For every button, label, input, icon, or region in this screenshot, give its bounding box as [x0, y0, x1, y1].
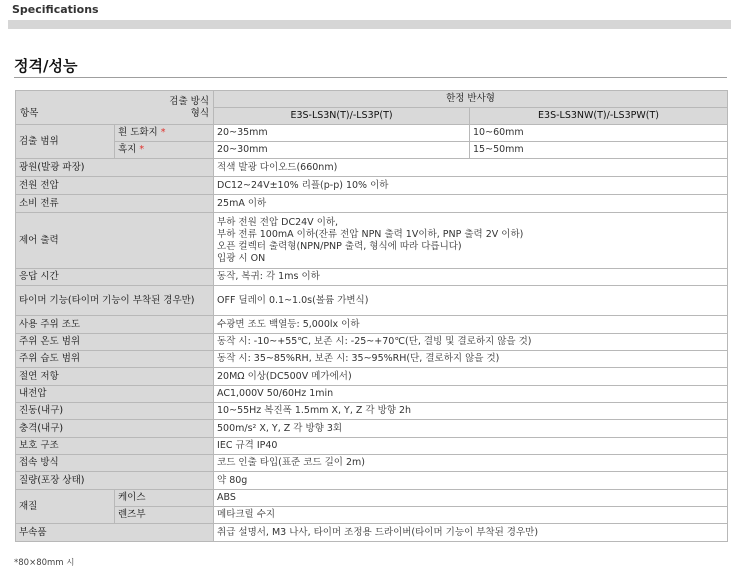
model-label: 형식 [190, 107, 210, 119]
response-time-value: 동작, 복귀: 각 1ms 이하 [214, 269, 728, 286]
withstand-label: 내전압 [16, 386, 214, 403]
temperature-label: 주위 온도 범위 [16, 334, 214, 351]
detection-range-label: 검출 범위 [16, 125, 115, 159]
light-source-value: 적색 발광 다이오드(660nm) [214, 159, 728, 177]
item-label: 항목 [20, 107, 39, 119]
humidity-label: 주위 습도 범위 [16, 351, 214, 368]
current-label: 소비 전류 [16, 195, 214, 213]
lens-value: 메타크릴 수지 [214, 507, 728, 524]
illumination-value: 수광면 조도 백열등: 5,000lx 이하 [214, 316, 728, 334]
control-output-line-4: 입광 시 ON [217, 252, 266, 264]
case-value: ABS [214, 490, 728, 507]
detection-method-label: 검출 방식 [169, 95, 210, 107]
white-range-value-2: 10~60mm [470, 125, 728, 142]
insulation-value: 20MΩ 이상(DC500V 메가에서) [214, 368, 728, 386]
spec-table [15, 90, 728, 542]
temperature-value: 동작 시: -10~+55℃, 보존 시: -25~+70℃(단, 결빙 및 결로하지 않을 것) [214, 334, 728, 351]
connection-label: 접속 방식 [16, 455, 214, 472]
accessories-label: 부속품 [16, 524, 214, 542]
withstand-value: AC1,000V 50/60Hz 1min [214, 386, 728, 403]
power-voltage-value: DC12~24V±10% 리플(p-p) 10% 이하 [214, 177, 728, 195]
power-voltage-label: 전원 전압 [16, 177, 214, 195]
protection-value: IEC 규격 IP40 [214, 438, 728, 455]
current-value: 25mA 이하 [214, 195, 728, 213]
table-corner-cell [16, 91, 214, 125]
white-range-value-1: 20~35mm [214, 125, 470, 142]
control-output-line-2: 부하 전류 100mA 이하(잔류 전압 NPN 출력 1V이하, PNP 출력 2V 이하) [217, 228, 524, 240]
weight-value: 약 80g [214, 472, 728, 490]
control-output-value [214, 213, 728, 269]
section-title: 정격/성능 [14, 57, 78, 75]
control-output-line-3: 오픈 컬렉터 출력형(NPN/PNP 출력, 형식에 따라 다릅니다) [217, 240, 462, 252]
vibration-label: 진동(내구) [16, 403, 214, 420]
black-range-value-2: 15~50mm [470, 142, 728, 159]
group-header: 한정 반사형 [214, 91, 728, 108]
insulation-label: 절연 저항 [16, 368, 214, 386]
shock-value: 500m/s² X, Y, Z 각 방향 3회 [214, 420, 728, 438]
model-header-2: E3S-LS3NW(T)/-LS3PW(T) [470, 108, 728, 125]
timer-label: 타이머 기능(타이머 기능이 부착된 경우만) [16, 286, 214, 316]
lens-label: 렌즈부 [115, 507, 214, 524]
material-label: 재질 [16, 490, 115, 524]
white-paper-label: 흰 도화지 * [115, 125, 214, 142]
case-label: 케이스 [115, 490, 214, 507]
response-time-label: 응답 시간 [16, 269, 214, 286]
accessories-value: 취급 설명서, M3 나사, 타이머 조정용 드라이버(타이머 기능이 부착된 경우만) [214, 524, 728, 542]
vibration-value: 10~55Hz 복진폭 1.5mm X, Y, Z 각 방향 2h [214, 403, 728, 420]
illumination-label: 사용 주위 조도 [16, 316, 214, 334]
footnote: *80×80mm 시 [14, 558, 75, 568]
humidity-value: 동작 시: 35~85%RH, 보존 시: 35~95%RH(단, 결로하지 않을 것) [214, 351, 728, 368]
connection-value: 코드 인출 타입(표준 코드 길이 2m) [214, 455, 728, 472]
weight-label: 질량(포장 상태) [16, 472, 214, 490]
control-output-line-1: 부하 전원 전압 DC24V 이하, [217, 216, 339, 228]
protection-label: 보호 구조 [16, 438, 214, 455]
black-range-value-1: 20~30mm [214, 142, 470, 159]
control-output-label: 제어 출력 [16, 213, 214, 269]
specifications-header: Specifications [12, 3, 99, 16]
header-bar [8, 20, 731, 29]
light-source-label: 광원(발광 파장) [16, 159, 214, 177]
black-paper-label: 흑지 * [115, 142, 214, 159]
title-divider [14, 77, 727, 78]
footnote-star: * [160, 127, 166, 138]
timer-value: OFF 딜레이 0.1~1.0s(볼륨 가변식) [214, 286, 728, 316]
shock-label: 충격(내구) [16, 420, 214, 438]
footnote-star: * [139, 144, 145, 155]
model-header-1: E3S-LS3N(T)/-LS3P(T) [214, 108, 470, 125]
